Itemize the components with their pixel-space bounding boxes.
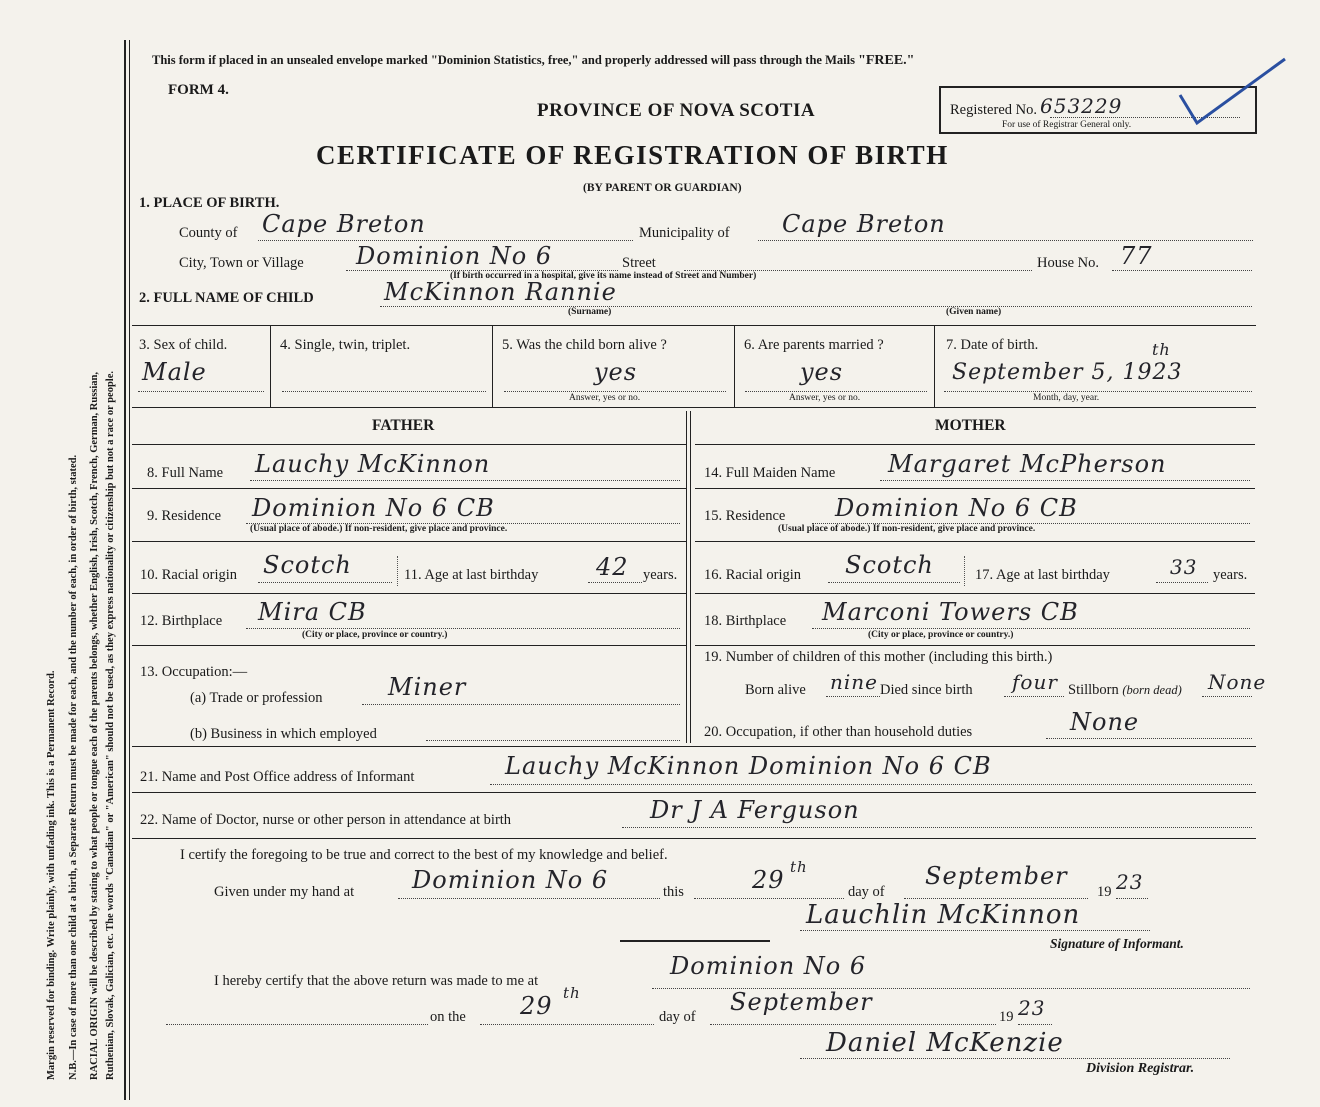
form-number: FORM 4. [168, 82, 229, 98]
informant-signature-dots [800, 930, 1150, 931]
doctor-label: 22. Name of Doctor, nurse or other person in attendance at birth [140, 812, 512, 828]
informant-dots [490, 784, 1252, 785]
mother-age-unit: years. [1213, 567, 1248, 583]
born-alive-count-dots [826, 696, 880, 697]
mother-racial-value: Scotch [845, 551, 934, 579]
born-alive-dots [504, 391, 726, 392]
surname-note: (Surname) [568, 307, 612, 317]
given-month-dots [904, 898, 1088, 899]
certificate-subtitle: (BY PARENT OR GUARDIAN) [583, 182, 742, 194]
father-age-label: 11. Age at last birthday [404, 567, 539, 583]
married-note: Answer, yes or no. [789, 393, 861, 403]
father-residence-note: (Usual place of abode.) If non-resident, give place and province. [250, 524, 508, 534]
given-year-dots [1116, 898, 1148, 899]
rule-9-bottom [132, 541, 686, 542]
father-residence-label: 9. Residence [147, 508, 222, 524]
dob-dots [944, 391, 1252, 392]
county-label: County of [179, 225, 238, 241]
plurality-label: 4. Single, twin, triplet. [280, 337, 411, 353]
rule-15-bottom [695, 541, 1255, 542]
father-name-dots [250, 480, 680, 481]
registrar-day-dots [480, 1024, 654, 1025]
rule-parents-head-l [132, 444, 686, 445]
born-alive-label: 5. Was the child born alive ? [502, 337, 667, 353]
father-residence-value: Dominion No 6 CB [252, 494, 495, 522]
registrar-place-value: Dominion No 6 [670, 952, 867, 980]
father-trade-dots [362, 704, 680, 705]
place-of-birth-heading: 1. PLACE OF BIRTH. [139, 195, 280, 211]
municipality-label: Municipality of [639, 225, 730, 241]
given-day-superscript: th [790, 858, 808, 876]
children-count-label: 19. Number of children of this mother (including this birth.) [704, 649, 1053, 665]
county-value: Cape Breton [262, 210, 426, 238]
father-age-value: 42 [596, 553, 629, 581]
stillborn-label: Stillborn (born dead) [1068, 682, 1182, 698]
father-age-dots [588, 582, 642, 583]
father-racial-value: Scotch [263, 551, 352, 579]
city-value: Dominion No 6 [356, 242, 553, 270]
dob-superscript: th [1152, 340, 1171, 359]
sex-value: Male [142, 358, 207, 386]
registrar-year-dots [1018, 1024, 1052, 1025]
rule-row3-top [132, 325, 1256, 326]
registrar-signature: Daniel McKenzie [826, 1028, 1064, 1058]
rule-8-bottom [132, 488, 686, 489]
certify-statement: I certify the foregoing to be true and correct to the best of my knowledge and belief. [180, 847, 668, 863]
child-name-dots [380, 306, 1252, 307]
father-birthplace-note: (City or place, province or country.) [302, 630, 448, 640]
registrar-day-value: 29 [520, 992, 553, 1020]
rule-col-5 [734, 325, 735, 407]
province-heading: PROVINCE OF NOVA SCOTIA [537, 100, 816, 121]
rule-21-bottom [132, 792, 1256, 793]
given-year-value: 23 [1116, 870, 1144, 894]
married-dots [745, 391, 927, 392]
registration-note: For use of Registrar General only. [1002, 120, 1132, 130]
dob-note: Month, day, year. [1033, 393, 1100, 403]
rule-18-bottom [695, 645, 1255, 646]
rule-col-4 [492, 325, 493, 407]
rule-row3-bottom [132, 407, 1256, 408]
rule-16-bottom [695, 593, 1255, 594]
mother-residence-label: 15. Residence [704, 508, 786, 524]
doctor-value: Dr J A Ferguson [650, 796, 860, 824]
municipality-value: Cape Breton [782, 210, 946, 238]
born-alive-value: yes [594, 358, 638, 386]
margin-note-racial-origin-cont: Ruthenian, Slovak, Galician, etc. The words "Canadian" or "American" should not be used, as they express nationality or citizenship but not a race or people. [105, 371, 116, 1080]
registrar-month-value: September [730, 988, 873, 1016]
signature-informant-line [620, 940, 770, 942]
mail-notice: This form if placed in an unsealed envelope marked "Dominion Statistics, free," and properly addressed will pass through the Mails "FREE." [152, 53, 915, 68]
mother-name-label: 14. Full Maiden Name [704, 465, 836, 481]
rule-col-6 [934, 325, 935, 407]
given-name-note: (Given name) [946, 307, 1002, 317]
registrar-signature-dots [800, 1058, 1230, 1059]
registrar-year-value: 23 [1018, 996, 1046, 1020]
father-heading: FATHER [372, 417, 435, 434]
plurality-dots [282, 391, 486, 392]
rule-14-bottom [695, 488, 1255, 489]
hospital-note: (If birth occurred in a hospital, give its name instead of Street and Number) [450, 271, 757, 281]
registrar-statement: I hereby certify that the above return was made to me at [214, 973, 539, 989]
given-month-value: September [925, 862, 1068, 890]
father-birthplace-label: 12. Birthplace [140, 613, 223, 629]
married-label: 6. Are parents married ? [744, 337, 884, 353]
father-name-label: 8. Full Name [147, 465, 224, 481]
given-day-dots [694, 898, 844, 899]
died-since-birth-value: four [1012, 670, 1058, 694]
given-this-label: this [663, 884, 684, 900]
mother-birthplace-label: 18. Birthplace [704, 613, 787, 629]
margin-note-racial-origin: RACIAL ORIGIN will be described by stating to what people or tongue each of the parents belongs, whether English, Irish, Scotch, French, German, Russian, [89, 371, 100, 1080]
born-alive-count-label: Born alive [745, 682, 806, 698]
given-year-prefix: 19 [1097, 884, 1112, 900]
father-trade-label: (a) Trade or profession [190, 690, 323, 706]
rule-12-bottom [132, 645, 686, 646]
born-alive-note: Answer, yes or no. [569, 393, 641, 403]
father-name-value: Lauchy McKinnon [255, 450, 491, 478]
father-birthplace-dots [246, 628, 680, 629]
mother-birthplace-note: (City or place, province or country.) [868, 630, 1014, 640]
mother-occupation-value: None [1070, 708, 1140, 736]
house-dots [1112, 270, 1252, 271]
binding-rule-inner [129, 40, 130, 1100]
given-under-label: Given under my hand at [214, 884, 355, 900]
parents-divider-2 [690, 411, 691, 743]
registration-label: Registered No. [950, 102, 1037, 118]
mother-residence-value: Dominion No 6 CB [835, 494, 1078, 522]
mother-occupation-dots [1046, 738, 1252, 739]
father-birthplace-value: Mira CB [258, 598, 367, 626]
mother-racial-sep [964, 556, 965, 586]
informant-value: Lauchy McKinnon Dominion No 6 CB [505, 752, 992, 780]
on-the-label: on the [430, 1009, 466, 1025]
died-since-birth-dots [1004, 696, 1064, 697]
father-occupation-label: 13. Occupation:— [140, 664, 248, 680]
margin-note-binding: Margin reserved for binding. Write plainly, with unfading ink. This is a Permanent Record. [46, 670, 57, 1080]
dob-label: 7. Date of birth. [946, 337, 1039, 353]
city-label: City, Town or Village [179, 255, 304, 271]
house-value: 77 [1120, 242, 1153, 270]
county-dots [258, 240, 633, 241]
mother-racial-label: 16. Racial origin [704, 567, 802, 583]
binding-rule [124, 40, 126, 1100]
father-trade-value: Miner [388, 673, 467, 701]
child-name-value: McKinnon Rannie [384, 278, 617, 306]
informant-label: 21. Name and Post Office address of Informant [140, 769, 415, 785]
registration-number: 653229 [1040, 94, 1123, 118]
given-place-value: Dominion No 6 [412, 866, 609, 894]
given-place-dots [398, 898, 660, 899]
father-age-unit: years. [643, 567, 678, 583]
father-racial-label: 10. Racial origin [140, 567, 238, 583]
signature-informant-label: Signature of Informant. [1050, 936, 1184, 951]
mother-birthplace-value: Marconi Towers CB [822, 598, 1079, 626]
mother-name-dots [880, 480, 1250, 481]
mother-racial-dots [828, 582, 960, 583]
mother-age-dots [1156, 582, 1208, 583]
mother-age-label: 17. Age at last birthday [975, 567, 1110, 583]
parents-divider [686, 411, 687, 743]
signature-registrar-label: Division Registrar. [1086, 1061, 1195, 1076]
mother-name-value: Margaret McPherson [888, 450, 1167, 478]
stillborn-dots [1202, 696, 1252, 697]
certificate-title: CERTIFICATE OF REGISTRATION OF BIRTH [316, 140, 949, 170]
informant-signature: Lauchlin McKinnon [806, 900, 1081, 930]
mother-residence-note: (Usual place of abode.) If non-resident, give place and province. [778, 524, 1036, 534]
died-since-birth-label: Died since birth [880, 682, 973, 698]
rule-22-bottom [132, 838, 1256, 839]
married-value: yes [800, 358, 844, 386]
child-name-label: 2. FULL NAME OF CHILD [139, 290, 314, 306]
doctor-dots [622, 827, 1252, 828]
given-day-of-label: day of [848, 884, 885, 900]
registrar-day-superscript: th [563, 984, 581, 1002]
house-label: House No. [1037, 255, 1100, 271]
registrar-year-prefix: 19 [999, 1009, 1014, 1025]
mother-heading: MOTHER [935, 417, 1006, 434]
municipality-dots [758, 240, 1253, 241]
father-racial-sep [397, 556, 398, 586]
rule-col-3 [270, 325, 271, 407]
sex-label: 3. Sex of child. [139, 337, 228, 353]
given-day-value: 29 [752, 866, 785, 894]
registrar-month-dots [710, 1024, 996, 1025]
on-the-lead-dots [166, 1024, 428, 1025]
margin-note-nb: N.B.—In case of more than one child at a birth, a Separate Return must be made for each, and the number of each, in order of birth, stated. [68, 454, 79, 1080]
sex-dots [138, 391, 264, 392]
born-alive-count-value: nine [830, 670, 878, 694]
registrar-day-of-label: day of [659, 1009, 696, 1025]
rule-parents-bottom [132, 746, 1256, 747]
mother-birthplace-dots [812, 628, 1250, 629]
rule-10-bottom [132, 593, 686, 594]
father-business-dots [426, 740, 680, 741]
mother-age-value: 33 [1170, 555, 1198, 579]
stillborn-value: None [1208, 670, 1267, 694]
father-business-label: (b) Business in which employed [190, 726, 377, 742]
dob-value: September 5, 1923 [952, 360, 1183, 385]
rule-parents-head-r [695, 444, 1255, 445]
check-mark-icon [1175, 55, 1290, 135]
father-racial-dots [258, 582, 392, 583]
street-label: Street [622, 255, 656, 271]
mother-occupation-label: 20. Occupation, if other than household duties [704, 724, 973, 740]
